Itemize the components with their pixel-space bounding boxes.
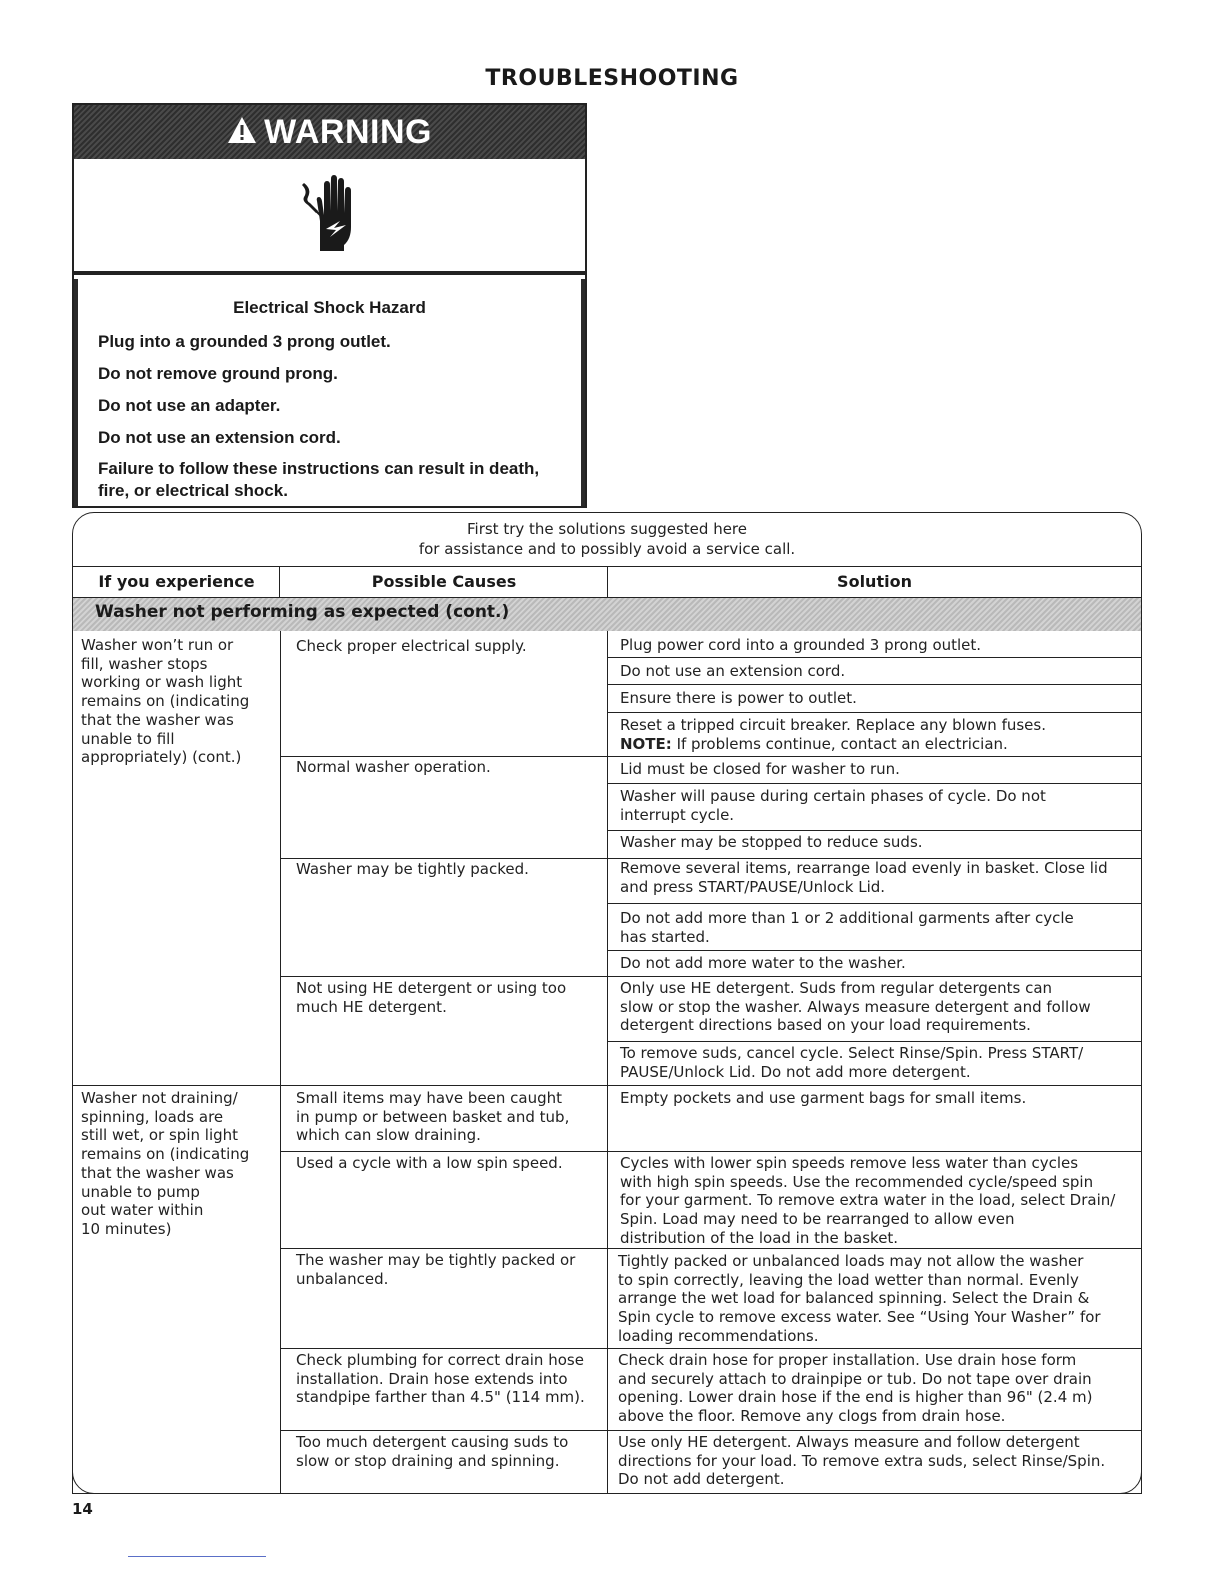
page-title: TROUBLESHOOTING [485,66,739,91]
warning-line: Failure to follow these instructions can result in death, [98,459,540,478]
solution-cell: Washer may be stopped to reduce suds. [620,833,923,851]
solution-cell: Only use HE detergent. Suds from regular detergents can slow or stop the washer. Always measure detergent and follow detergent directions based on your load requirements. [620,979,1091,1035]
table-rule [280,631,281,1494]
electrical-shock-hand-icon [300,171,360,257]
cause-cell: Too much detergent causing suds to slow or stop draining and spinning. [296,1433,569,1470]
table-rule [607,1085,1142,1086]
solution-cell: Do not use an extension cord. [620,662,846,680]
cause-cell: Normal washer operation. [296,758,491,776]
note-label: NOTE: [620,734,672,753]
solution-cell: Do not add more water to the washer. [620,954,906,972]
table-rule [607,756,1142,757]
solution-cell: Empty pockets and use garment bags for small items. [620,1089,1027,1107]
warning-body [74,279,585,506]
solution-cell: Remove several items, rearrange load evenly in basket. Close lid and press START/PAUSE/Unlock Lid. [620,859,1108,896]
solution-cell: Ensure there is power to outlet. [620,689,857,707]
intro-line: First try the solutions suggested here [466,520,747,538]
solution-cell: Lid must be closed for washer to run. [620,760,900,778]
cause-cell: Check plumbing for correct drain hose installation. Drain hose extends into standpipe farther than 4.5" (114 mm). [296,1351,585,1407]
warning-line: Do not remove ground prong. [98,364,338,383]
solution-cell: Use only HE detergent. Always measure and follow detergent directions for your load. To remove extra suds, select Rinse/Spin. Do not add detergent. [618,1433,1106,1489]
header-causes: Possible Causes [279,566,609,598]
cause-cell: Small items may have been caught in pump or between basket and tub, which can slow draining. [296,1089,570,1145]
table-rule [280,756,608,757]
warning-icon-area [74,159,585,275]
table-rule [607,712,1142,713]
solution-cell: To remove suds, cancel cycle. Select Rinse/Spin. Press START/ PAUSE/Unlock Lid. Do not add more detergent. [620,1044,1084,1081]
experience-cell: Washer won’t run or fill, washer stops working or wash light remains on (indicating that the washer was unable to fill appropriately) (cont.) [81,636,250,767]
table-rule [607,1430,1142,1431]
table-rule [72,631,73,1494]
table-rule [607,657,1142,658]
intro-line: for assistance and to possibly avoid a service call. [418,540,796,558]
solution-cell: Check drain hose for proper installation. Use drain hose form and securely attach to drainpipe or tub. Do not tape over drain opening. Lower drain hose if the end is higher than 96" (2.4 m) above the floor. Remove any clogs from drain hose. [618,1351,1093,1426]
solution-cell: Do not add more than 1 or 2 additional garments after cycle has started. [620,909,1074,946]
solution-cell: Plug power cord into a grounded 3 prong outlet. [620,636,982,654]
table-rule [280,1430,608,1431]
table-rule [280,1248,608,1249]
table-rule [607,830,1142,831]
table-rule [607,903,1142,904]
solution-cell: Tightly packed or unbalanced loads may not allow the washer to spin correctly, leaving the load wetter than normal. Evenly arrange the wet load for balanced spinning. Select the Drain & Spin cycle to remove excess water. See “Using Your Washer” for loading recommendations. [618,1252,1101,1345]
cause-cell: Used a cycle with a low spin speed. [296,1154,563,1172]
cause-cell: Washer may be tightly packed. [296,860,529,878]
table-rule [280,858,608,859]
solution-cell: Washer will pause during certain phases of cycle. Do not interrupt cycle. [620,787,1046,824]
note-text: If problems continue, contact an electrician. [671,734,1008,753]
table-rule [72,1493,1142,1494]
table-rule [72,1085,281,1086]
table-rule [607,631,608,1494]
section-band [72,598,1142,631]
table-rule [607,1151,1142,1152]
solution-cell: Cycles with lower spin speeds remove less water than cycles with high spin speeds. Use the recommended cycle/speed spin for your garment. To remove extra water in the load, select Drain/ Spin. Load may need to be rearranged to allow even distribution of the load in the basket. [620,1154,1116,1247]
page-number: 14 [72,1500,93,1518]
table-rule [607,1041,1142,1042]
table-rule [280,1151,608,1152]
header-solution: Solution [607,566,1142,598]
table-rule [607,684,1142,685]
solution-cell: Reset a tripped circuit breaker. Replace any blown fuses. NOTE: If problems continue, contact an electrician. [620,716,1046,753]
table-rule [280,976,608,977]
experience-cell: Washer not draining/ spinning, loads are still wet, or spin light remains on (indicating that the washer was unable to pump out water within 10 minutes) [81,1089,250,1238]
table-rule [607,950,1142,951]
table-rule [280,1348,608,1349]
warning-header [74,105,585,159]
warning-line: Do not use an extension cord. [98,428,341,447]
warning-box [72,103,587,508]
table-rule [280,1085,608,1086]
cause-cell: Not using HE detergent or using too much HE detergent. [296,979,567,1016]
table-rule [1141,631,1142,1494]
warning-label: WARNING [264,113,432,151]
footer-rule [128,1556,266,1557]
table-rule [607,1348,1142,1349]
warning-line: Do not use an adapter. [98,396,281,415]
table-rule [607,783,1142,784]
cause-cell: The washer may be tightly packed or unbalanced. [296,1251,576,1288]
troubleshooting-table [72,566,1142,1494]
warning-line: Plug into a grounded 3 prong outlet. [98,332,391,351]
hazard-title: Electrical Shock Hazard [233,298,426,317]
section-title: Washer not performing as expected (cont.) [95,602,510,622]
header-experience: If you experience [72,566,281,598]
warning-line: fire, or electrical shock. [98,481,288,500]
warning-triangle-icon [227,116,257,148]
table-rule [607,976,1142,977]
cause-cell: Check proper electrical supply. [296,637,527,655]
table-rule [607,1248,1142,1249]
